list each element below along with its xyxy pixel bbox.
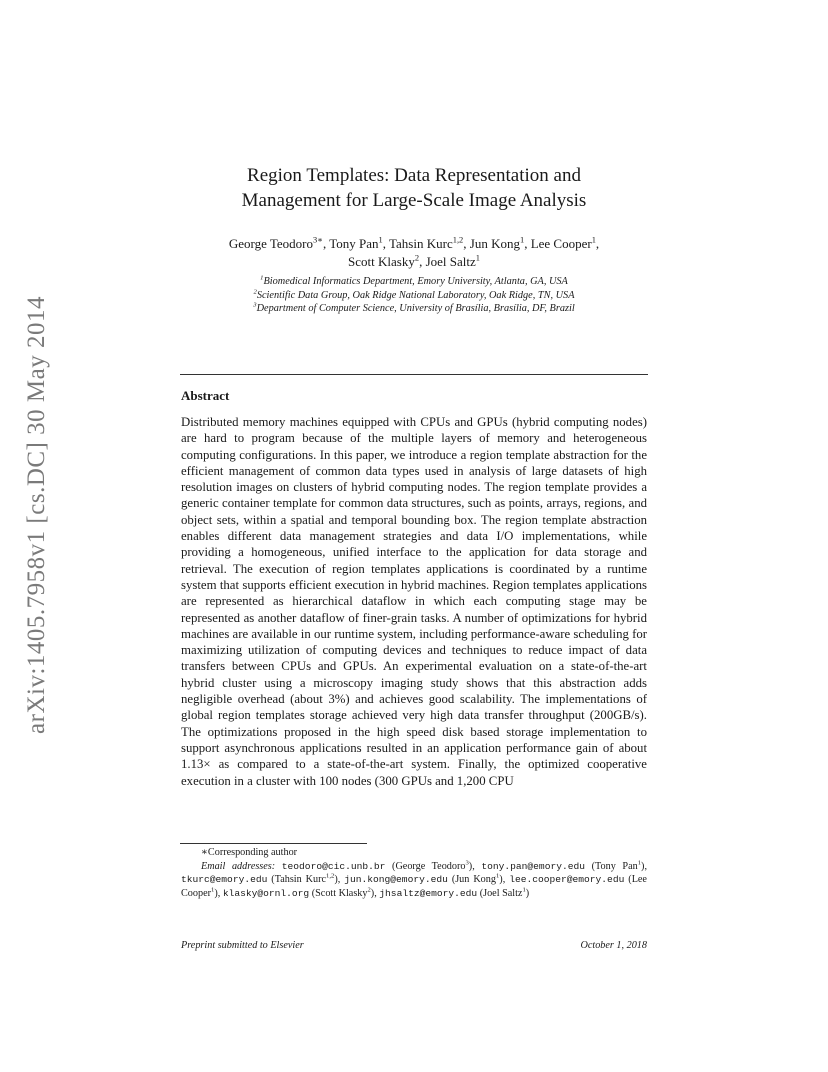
author-list: [180, 235, 648, 271]
email-entry: klasky@ornl.org (Scott Klasky$^2$),: [222, 886, 380, 899]
email-label: Email addresses:: [201, 860, 276, 872]
corresponding-author-note: ∗Corresponding author: [201, 847, 298, 858]
author: Tony Pan$^1$,: [329, 234, 389, 251]
title-line-2: Management for Large-Scale Image Analysis: [241, 190, 587, 211]
affiliation: $^2$Scientific Data Group, Oak Ridge National Laboratory, Oak Ridge, TN, USA: [253, 288, 575, 301]
email-entry: teodoro@cic.unb.br (George Teodoro$^3$),: [281, 859, 482, 872]
abstract-body: Distributed memory machines equipped with CPUs and GPUs (hybrid computing nodes) are hard to program because of the multiple layers of memory and heterogeneous computing configurations. In this paper, we introduce a region template abstraction for the efficient management of common data types used in analysis of large datasets of high resolution images on clusters of hybrid computing nodes. The region template provides a generic container template for common data structures, such as points, arrays, regions, and object sets, within a spatial and temporal bounding box. The region template abstraction enables different data management strategies and data I/O implementations, while providing a homogeneous, unified interface to the application for data storage and retrieval. The execution of region templates applications is coordinated by a runtime system that supports efficient execution in hybrid machines. Region templates applications are represented as hierarchical dataflow in which each computing stage may be represented as another dataflow of finer-grain tasks. A number of optimizations for hybrid machines are available in our runtime system, including performance-aware scheduling for maximizing utilization of computing devices and techniques to reduce impact of data transfers between CPUs and GPUs. An experimental evaluation on a state-of-the-art hybrid cluster using a microscopy imaging study shows that this abstraction adds negligible overhead (about 3%) and achieves good scalability. The implementations of global region templates storage achieved very high data transfer throughput (200GB/s). The optimizations proposed in the high speed disk based storage implementation to support asynchronous applications resulted in an application performance gain of about 1.13× as compared to a state-of-the-art system. Finally, the optimized cooperative execution in a cluster with 100 nodes (300 GPUs and 1,200 CPU: [181, 415, 647, 788]
email-entry: tkurc@emory.edu (Tahsin Kurc$^{1,2}$),: [181, 872, 345, 886]
email-address[interactable]: jhsaltz@emory.edu: [379, 887, 478, 899]
affiliation: $^1$Biomedical Informatics Department, Emory University, Atlanta, GA, USA: [260, 274, 568, 287]
author-line-1: [180, 235, 648, 253]
author: Scott Klasky$^2$,: [348, 252, 426, 269]
email-address[interactable]: teodoro@cic.unb.br: [281, 860, 386, 872]
email-entry: lee.cooper@emory.edu (Lee Cooper$^1$),: [181, 874, 647, 899]
footnotes: [181, 846, 647, 900]
arxiv-sidebar-stamp: [14, 280, 60, 750]
email-address[interactable]: lee.cooper@emory.edu: [509, 874, 625, 886]
email-address[interactable]: jun.kong@emory.edu: [344, 874, 448, 886]
affiliations: [180, 275, 648, 316]
author-line-2: [180, 253, 648, 271]
email-address[interactable]: tony.pan@emory.edu: [481, 860, 585, 872]
arxiv-identifier: arXiv:1405.7958v1 [cs.DC] 30 May 2014: [23, 296, 50, 734]
author: Jun Kong$^1$,: [469, 234, 531, 251]
footnote-rule: [180, 843, 367, 844]
email-entry: tony.pan@emory.edu (Tony Pan$^1$),: [481, 859, 647, 872]
email-entry: jhsaltz@emory.edu (Joel Saltz$^1$): [379, 886, 530, 899]
paper-title: [180, 163, 648, 213]
title-line-1: Region Templates: Data Representation and: [247, 165, 581, 186]
abstract-top-rule: [180, 374, 648, 375]
author: Lee Cooper$^1$,: [530, 234, 600, 251]
author: George Teodoro$^{3∗}$,: [228, 234, 330, 251]
email-address[interactable]: tkurc@emory.edu: [181, 874, 268, 886]
author: Tahsin Kurc$^{1,2}$,: [389, 234, 470, 251]
affiliation: $^3$Department of Computer Science, University of Brasília, Brasília, DF, Brazil: [253, 301, 575, 314]
email-entry: jun.kong@emory.edu (Jun Kong$^1$),: [344, 872, 510, 886]
author: Joel Saltz$^1$: [425, 252, 480, 269]
abstract-heading: Abstract: [181, 388, 230, 403]
preprint-note: Preprint submitted to Elsevier: [181, 940, 304, 951]
email-address[interactable]: klasky@ornl.org: [222, 887, 310, 899]
footer-date: October 1, 2018: [580, 940, 647, 951]
email-addresses-note: [181, 860, 647, 901]
